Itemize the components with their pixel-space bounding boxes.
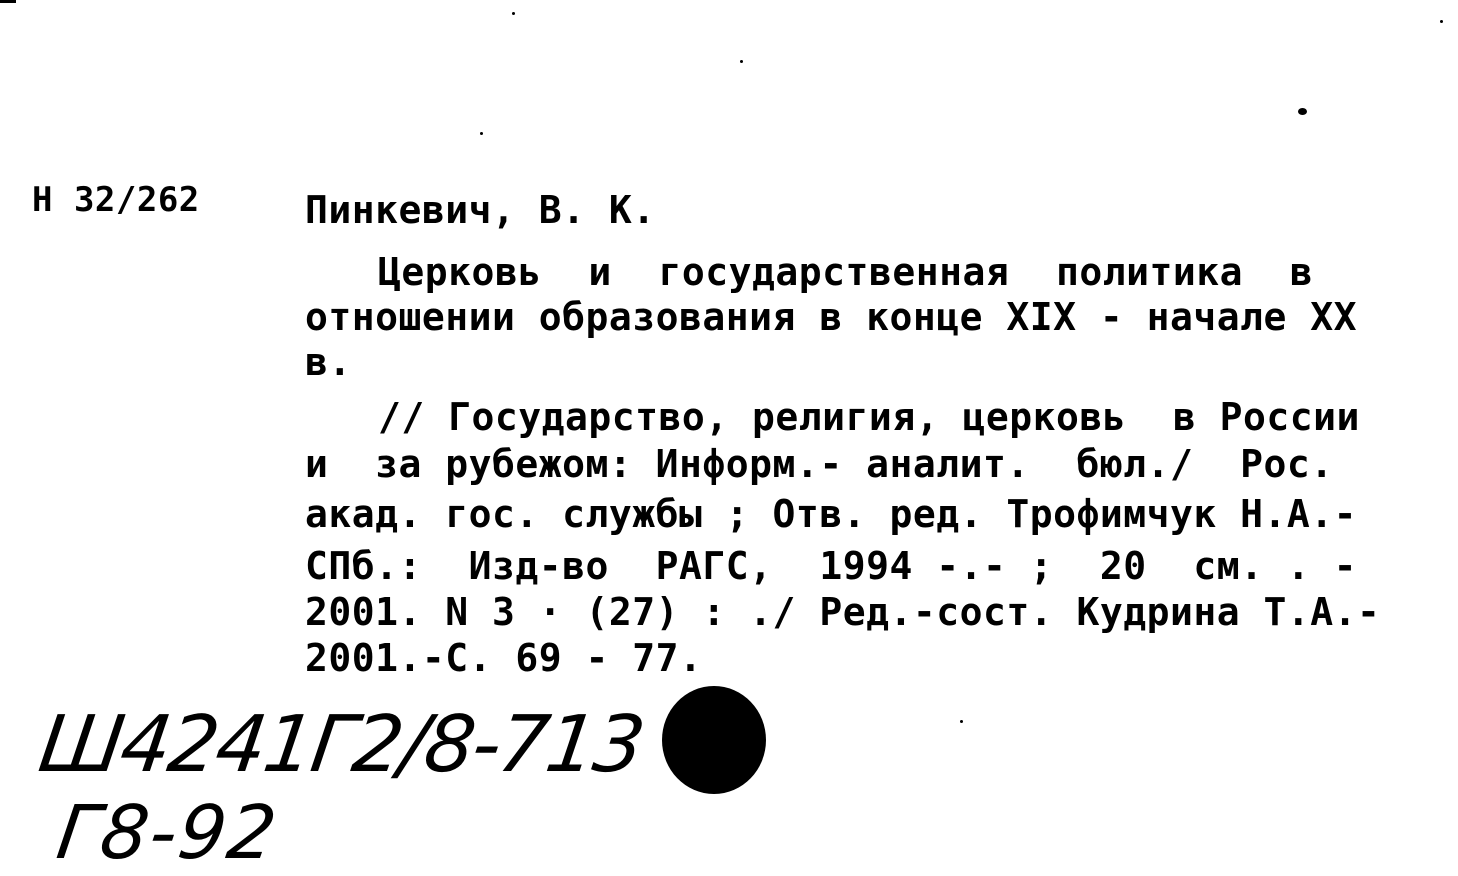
title-line-3: в. <box>305 340 352 384</box>
source-line-4: СПб.: Изд-во РАГС, 1994 -.- ; 20 см. . - <box>305 544 1358 588</box>
ink-speck <box>1298 108 1307 115</box>
source-line-2: и за рубежом: Информ.- аналит. бюл./ Рос. <box>305 442 1334 486</box>
handwritten-index: Г8-92 <box>51 790 284 876</box>
source-line-5: 2001. N 3 · (27) : ./ Ред.-сост. Кудрина Т.А.- <box>305 590 1381 634</box>
title-line-2: отношении образования в конце XIX - начале XX <box>305 295 1358 339</box>
ink-speck <box>1440 20 1443 23</box>
punch-hole <box>662 686 766 794</box>
handwritten-classification: Ш4241Г2/8-713 <box>33 700 649 790</box>
source-line-1: // Государство, религия, церковь в России <box>378 395 1360 439</box>
shelf-mark: Н 32/262 <box>32 180 200 220</box>
title-line-1: Церковь и государственная политика в <box>378 250 1314 294</box>
ink-speck <box>960 720 963 723</box>
ink-speck <box>512 12 515 15</box>
corner-mark <box>0 0 16 3</box>
author-name: Пинкевич, В. К. <box>305 188 656 232</box>
source-line-6: 2001.-С. 69 - 77. <box>305 636 703 680</box>
ink-speck <box>480 132 483 135</box>
ink-speck <box>740 60 743 63</box>
source-line-3: акад. гос. службы ; Отв. ред. Трофимчук Н.А.- <box>305 492 1358 536</box>
